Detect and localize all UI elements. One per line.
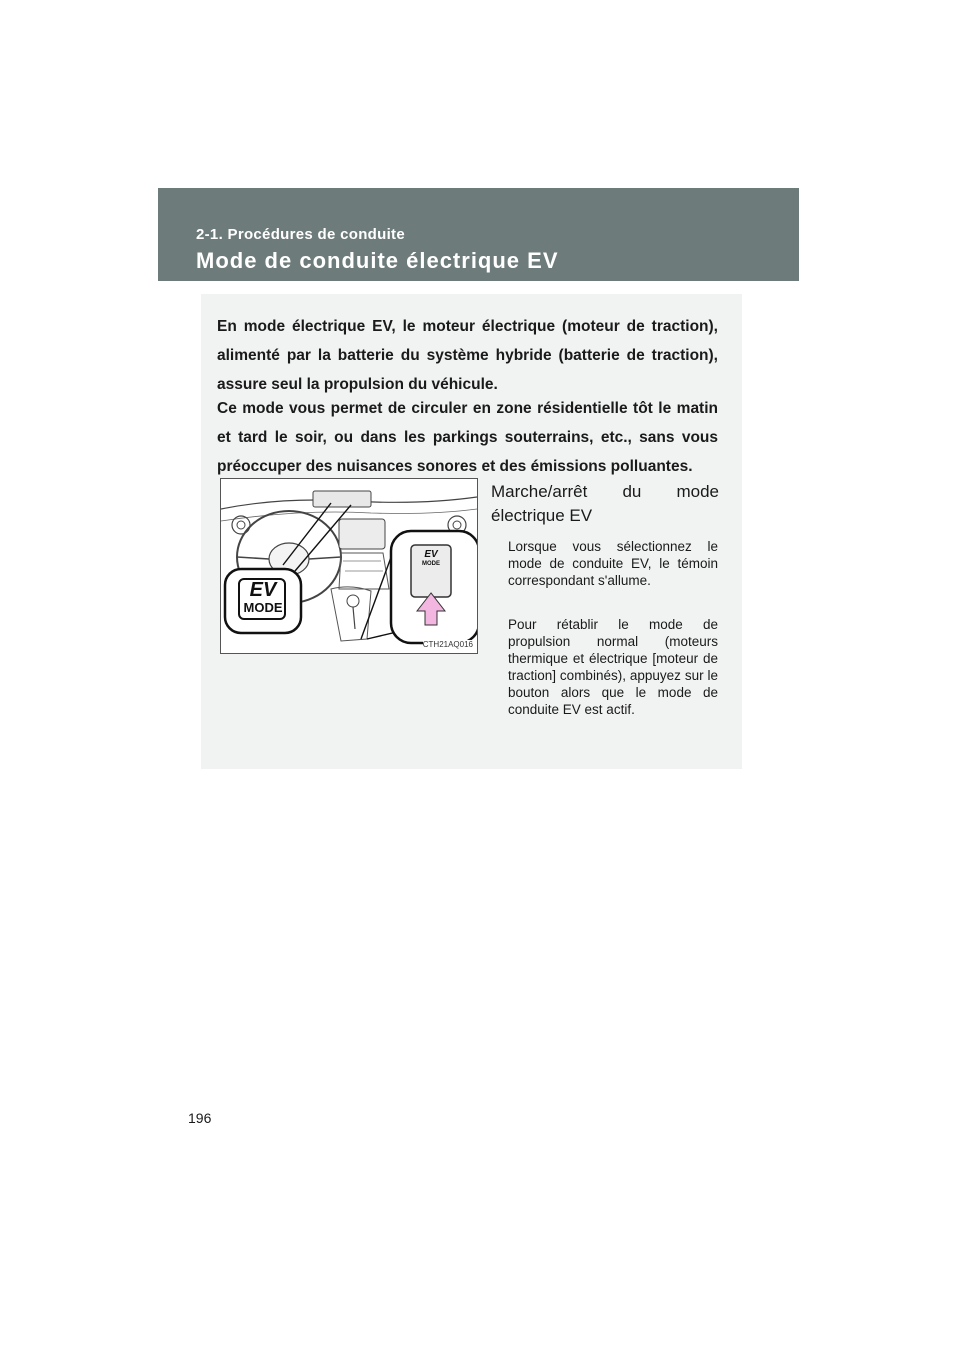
illustration-code: CTH21AQ016 [422,640,473,649]
intro-paragraph-2: Ce mode vous permet de circuler en zone résidentielle tôt le matin et tard le soir, ou dans les parkings souterrains, etc., sans vous préoccuper des nuisances sonores et des émissions polluantes. [217,400,718,475]
sub-heading-line-1: Marche/arrêt du mode [491,482,719,501]
section-label: 2-1. Procédures de conduite [196,226,405,243]
content-box [201,294,742,769]
sub-heading [491,480,719,528]
body-paragraph-2: Pour rétablir le mode de propulsion normal (moteurs thermique et électrique [moteur de traction] combinés), appuyez sur le bouton alors que le mode de conduite EV est actif. [508,617,718,717]
ev-mode-badge-large: EV MODE [243,579,283,615]
body-paragraph-1: Lorsque vous sélectionnez le mode de conduite EV, le témoin correspondant s'allume. [508,539,718,588]
intro-paragraph-1: En mode électrique EV, le moteur électrique (moteur de traction), alimenté par la batterie du système hybride (batterie de traction), assure seul la propulsion du véhicule. [217,318,718,393]
page-title: Mode de conduite électrique EV [196,248,559,273]
ev-mode-button: EV MODE [422,549,440,567]
page-number: 196 [188,1110,212,1126]
sub-heading-line-2: électrique EV [491,506,593,525]
dashboard-illustration [220,478,478,654]
section-header [158,188,799,281]
